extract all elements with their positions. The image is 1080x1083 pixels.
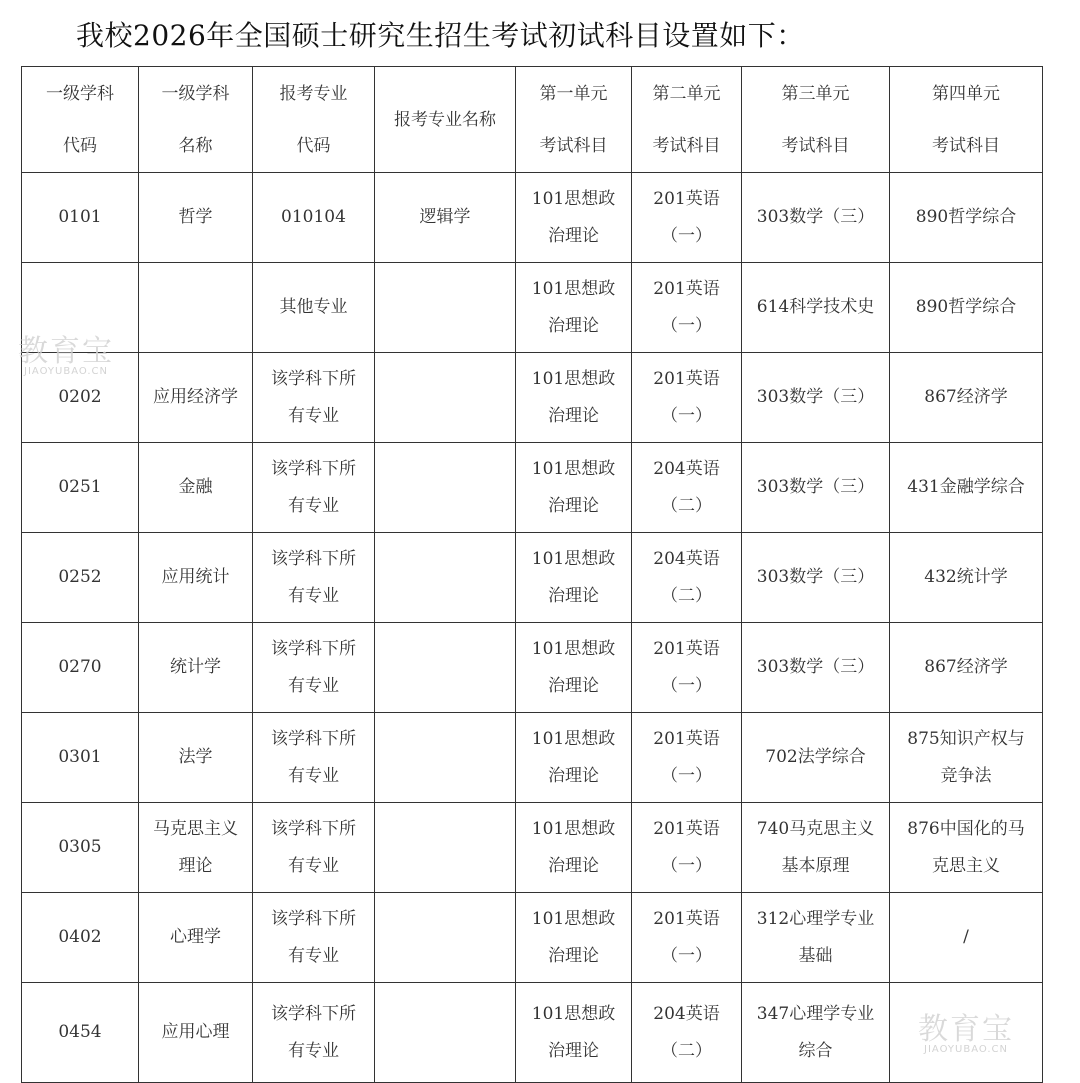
cell-line: 治理论 [548,1040,599,1061]
discipline-name-cell [139,803,253,893]
cell-line: 理论 [178,855,213,876]
discipline-code-cell [22,173,139,263]
cell-line: 0251 [58,477,102,497]
cell-line: 应用统计 [161,567,230,587]
cell-line: 第三单元 [781,83,850,104]
cell-line: 201英语 [653,368,720,389]
cell-line: 名称 [178,135,213,156]
cell-line: 报考专业名称 [394,109,496,130]
cell-line: 0301 [58,747,102,767]
cell-line: 702法学综合 [765,747,866,767]
unit3-subject-cell [742,803,890,893]
cell-line: 报考专业 [279,83,348,104]
watermark-logo: 教育宝 JIAOYUBAO.CN [18,334,114,377]
discipline-code-cell [22,893,139,983]
unit4-subject-cell [890,893,1043,983]
major-name-cell [375,353,516,443]
cell-line: / [963,927,969,947]
unit3-subject-cell [742,623,890,713]
cell-line: 治理论 [548,405,599,426]
unit4-subject-cell [890,533,1043,623]
cell-line: 治理论 [548,585,599,606]
unit4-subject-cell [890,353,1043,443]
discipline-name-cell [139,263,253,353]
cell-line: 有专业 [288,495,339,516]
unit2-subject-cell [632,263,742,353]
cell-line: 431金融学综合 [907,477,1025,497]
major-name-cell [375,443,516,533]
major-code-cell [253,893,375,983]
cell-line: 应用经济学 [153,387,238,407]
cell-line: 治理论 [548,855,599,876]
cell-line: 该学科下所 [271,818,356,839]
cell-line: 303数学（三） [756,387,875,407]
unit3-subject-cell [742,893,890,983]
discipline-name-cell [139,533,253,623]
discipline-code-cell [22,803,139,893]
cell-line: 该学科下所 [271,548,356,569]
cell-line: 614科学技术史 [756,297,875,317]
cell-line: 101思想政 [531,1003,616,1024]
discipline-code-cell [22,263,139,353]
cell-line: 0270 [58,657,102,677]
major-code-cell [253,713,375,803]
cell-line: 101思想政 [531,368,616,389]
cell-line: 875知识产权与 [907,728,1025,749]
cell-line: 治理论 [548,945,599,966]
discipline-code-cell [22,443,139,533]
watermark-logo: 教育宝 JIAOYUBAO.CN [918,1012,1014,1055]
major-name-cell [375,533,516,623]
cell-line: 867经济学 [924,657,1008,677]
unit3-subject-cell [742,443,890,533]
cell-line: 201英语 [653,278,720,299]
cell-line: 该学科下所 [271,458,356,479]
column-header [375,67,516,173]
cell-line: 考试科目 [932,135,1000,156]
discipline-code-cell [22,533,139,623]
cell-line: 综合 [798,1040,833,1061]
cell-line: 0252 [58,567,102,587]
unit2-subject-cell [632,803,742,893]
cell-line: 代码 [296,135,331,156]
cell-line: 有专业 [288,405,339,426]
unit1-subject-cell [516,893,632,983]
cell-line: 治理论 [548,675,599,696]
cell-line: （一） [661,315,712,336]
unit2-subject-cell [632,893,742,983]
cell-line: 克思主义 [932,855,1000,876]
cell-line: 0402 [58,927,102,947]
cell-line: 0101 [58,207,102,227]
major-name-cell [375,803,516,893]
cell-line: 治理论 [548,495,599,516]
cell-line: 金融 [178,477,213,497]
unit3-subject-cell [742,263,890,353]
table-row [22,623,1043,713]
unit2-subject-cell [632,533,742,623]
column-header [516,67,632,173]
unit1-subject-cell [516,263,632,353]
cell-line: 201英语 [653,818,720,839]
unit3-subject-cell [742,533,890,623]
unit2-subject-cell [632,173,742,263]
unit4-subject-cell [890,803,1043,893]
cell-line: 347心理学专业 [756,1003,875,1024]
discipline-name-cell [139,983,253,1083]
cell-line: 201英语 [653,188,720,209]
cell-line: 有专业 [288,945,339,966]
page-title: 我校2026年全国硕士研究生招生考试初试科目设置如下： [76,19,805,52]
cell-line: 该学科下所 [271,368,356,389]
unit1-subject-cell [516,353,632,443]
cell-line: 一级学科 [161,83,230,104]
cell-line: 心理学 [170,927,221,947]
cell-line: 890哲学综合 [915,297,1017,317]
cell-line: 204英语 [653,1003,720,1024]
cell-line: 治理论 [548,225,599,246]
cell-line: （一） [661,945,712,966]
major-code-cell [253,803,375,893]
discipline-name-cell [139,443,253,533]
cell-line: 0454 [58,1022,102,1042]
cell-line: 303数学（三） [756,477,875,497]
discipline-name-cell [139,713,253,803]
discipline-name-cell [139,893,253,983]
cell-line: 867经济学 [924,387,1008,407]
cell-line: 第二单元 [652,83,721,104]
cell-line: 一级学科 [46,83,114,104]
cell-line: 876中国化的马 [907,818,1025,839]
discipline-code-cell [22,623,139,713]
cell-line: 101思想政 [531,278,616,299]
cell-line: 该学科下所 [271,728,356,749]
cell-line: （二） [661,585,712,606]
cell-line: 竞争法 [940,765,992,786]
cell-line: 治理论 [548,765,599,786]
column-header [632,67,742,173]
cell-line: 有专业 [288,765,339,786]
cell-line: 101思想政 [531,728,616,749]
cell-line: 303数学（三） [756,567,875,587]
unit3-subject-cell [742,713,890,803]
unit3-subject-cell [742,353,890,443]
major-name-cell [375,893,516,983]
table-row [22,983,1043,1083]
table-header-row [22,67,1043,173]
table-row [22,713,1043,803]
discipline-code-cell [22,713,139,803]
cell-line: 204英语 [653,458,720,479]
major-name-cell [375,263,516,353]
unit4-subject-cell [890,983,1043,1083]
cell-line: 101思想政 [531,548,616,569]
cell-line: 010104 [281,207,346,227]
unit4-subject-cell [890,263,1043,353]
unit1-subject-cell [516,803,632,893]
cell-line: （一） [661,675,712,696]
cell-line: （一） [661,765,712,786]
cell-line: 代码 [63,135,97,156]
unit2-subject-cell [632,443,742,533]
major-code-cell [253,353,375,443]
table-row [22,353,1043,443]
major-code-cell [253,983,375,1083]
cell-line: 740马克思主义 [756,818,875,839]
discipline-name-cell [139,173,253,263]
cell-line: 马克思主义 [153,818,238,839]
unit3-subject-cell [742,983,890,1083]
unit2-subject-cell [632,353,742,443]
cell-line: 考试科目 [539,135,608,156]
cell-line: 201英语 [653,728,720,749]
column-header [890,67,1043,173]
cell-line: 哲学 [178,207,213,227]
cell-line: 考试科目 [652,135,721,156]
cell-line: 第四单元 [932,83,1000,104]
unit1-subject-cell [516,443,632,533]
unit4-subject-cell [890,173,1043,263]
major-code-cell [253,263,375,353]
cell-line: 101思想政 [531,188,616,209]
unit4-subject-cell [890,623,1043,713]
major-name-cell [375,623,516,713]
unit4-subject-cell [890,713,1043,803]
cell-line: 有专业 [288,855,339,876]
cell-line: 基本原理 [781,855,850,876]
cell-line: 该学科下所 [271,1003,356,1024]
unit2-subject-cell [632,623,742,713]
cell-line: （二） [661,1040,712,1061]
cell-line: 432统计学 [924,567,1008,587]
major-code-cell [253,443,375,533]
cell-line: 101思想政 [531,638,616,659]
cell-line: 治理论 [548,315,599,336]
cell-line: 应用心理 [161,1022,230,1042]
cell-line: 该学科下所 [271,638,356,659]
unit2-subject-cell [632,713,742,803]
table-row [22,443,1043,533]
cell-line: 101思想政 [531,458,616,479]
cell-line: 其他专业 [279,297,348,317]
major-code-cell [253,533,375,623]
discipline-code-cell [22,983,139,1083]
cell-line: 303数学（三） [756,207,875,227]
cell-line: 统计学 [170,657,221,677]
column-header [742,67,890,173]
major-name-cell [375,173,516,263]
cell-line: 303数学（三） [756,657,875,677]
discipline-name-cell [139,623,253,713]
cell-line: 有专业 [288,585,339,606]
cell-line: 0202 [58,387,102,407]
cell-line: 201英语 [653,638,720,659]
unit1-subject-cell [516,983,632,1083]
cell-line: 第一单元 [539,83,608,104]
cell-line: 312心理学专业 [756,908,875,929]
cell-line: 考试科目 [781,135,850,156]
unit1-subject-cell [516,713,632,803]
discipline-name-cell [139,353,253,443]
cell-line: 101思想政 [531,818,616,839]
unit1-subject-cell [516,623,632,713]
cell-line: 201英语 [653,908,720,929]
cell-line: 有专业 [288,1040,339,1061]
column-header [22,67,139,173]
table-row [22,173,1043,263]
cell-line: （二） [661,495,712,516]
cell-line: 0305 [58,837,102,857]
exam-subject-table [21,66,1043,1083]
cell-line: 基础 [798,945,833,966]
table-row [22,803,1043,893]
cell-line: 法学 [178,747,213,767]
unit1-subject-cell [516,173,632,263]
cell-line: 204英语 [653,548,720,569]
unit2-subject-cell [632,983,742,1083]
table-row [22,533,1043,623]
cell-line: （一） [661,225,712,246]
table-row [22,263,1043,353]
major-name-cell [375,983,516,1083]
cell-line: （一） [661,405,712,426]
major-code-cell [253,173,375,263]
column-header [139,67,253,173]
major-name-cell [375,713,516,803]
cell-line: 逻辑学 [419,207,471,227]
cell-line: 890哲学综合 [915,207,1017,227]
cell-line: 该学科下所 [271,908,356,929]
major-code-cell [253,623,375,713]
unit3-subject-cell [742,173,890,263]
discipline-code-cell [22,353,139,443]
table-row [22,893,1043,983]
cell-line: 有专业 [288,675,339,696]
cell-line: 101思想政 [531,908,616,929]
column-header [253,67,375,173]
cell-line: （一） [661,855,712,876]
unit4-subject-cell [890,443,1043,533]
unit1-subject-cell [516,533,632,623]
